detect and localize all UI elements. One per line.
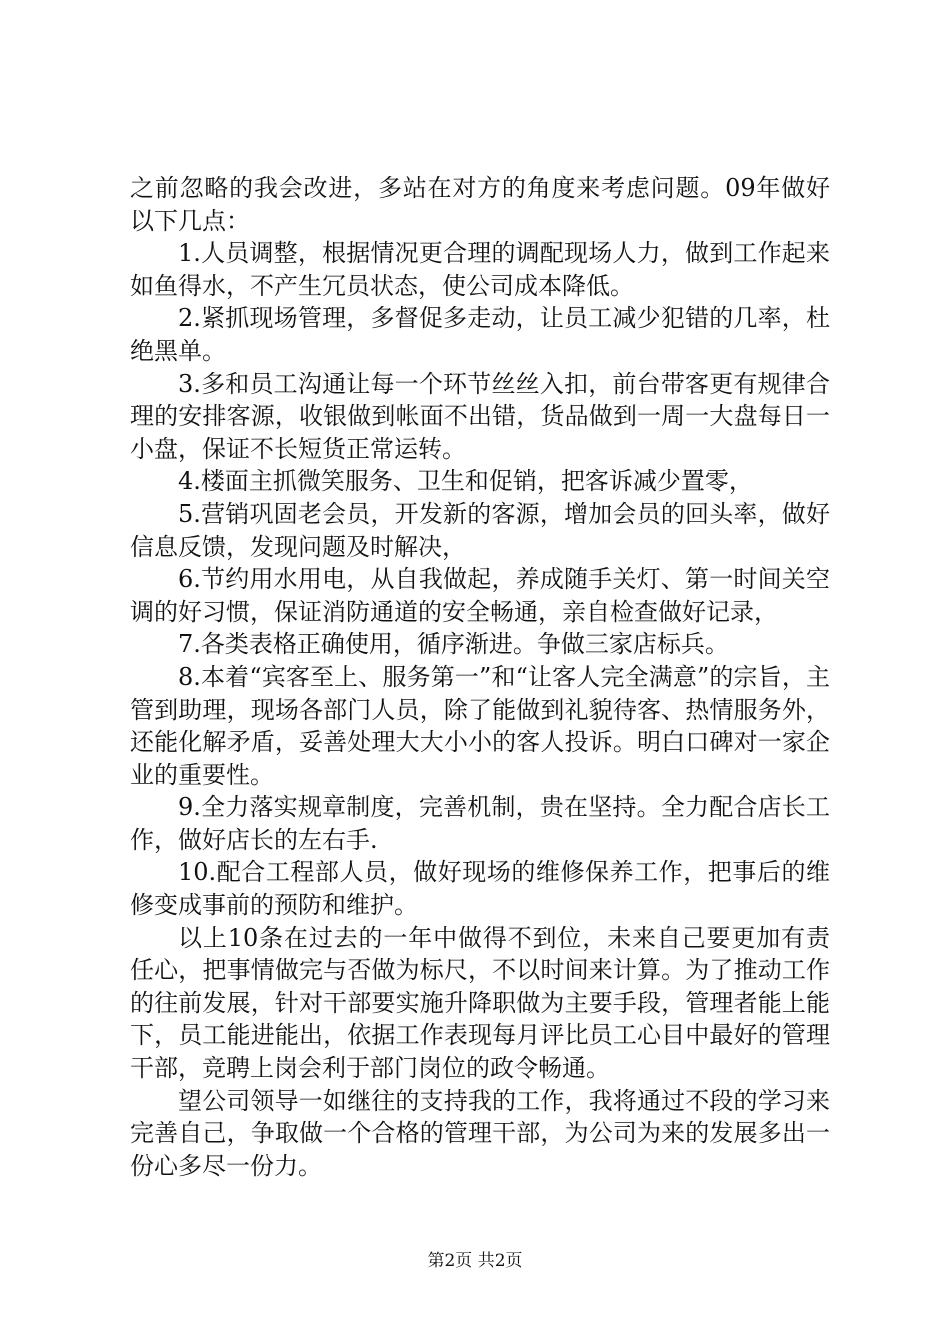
- list-item-9: 9.全力落实规章制度，完善机制，贵在坚持。全力配合店长工作，做好店长的左右手.: [130, 793, 830, 854]
- list-item-2: 2.紧抓现场管理，多督促多走动，让员工减少犯错的几率，杜绝黑单。: [130, 304, 830, 365]
- list-item-4: 4.楼面主抓微笑服务、卫生和促销，把客诉减少置零，: [178, 467, 753, 496]
- list-item-7: 7.各类表格正确使用，循序渐进。争做三家店标兵。: [178, 630, 729, 659]
- list-item-1: 1.人员调整，根据情况更合理的调配现场人力，做到工作起来如鱼得水，不产生冗员状态，使公司成本降低。: [130, 239, 830, 300]
- paragraph-summary: 以上10条在过去的一年中做得不到位，未来自己要更加有责任心，把事情做完与否做为标尺，不以时间来计算。为了推动工作的往前发展，针对干部要实施升降职做为主要手段，管理者能上能下，员工能进能出，依据工作表现每月评比员工心目中最好的管理干部，竞聘上岗会利于部门岗位的政令畅通。: [130, 923, 830, 1083]
- paragraph-closing: 望公司领导一如继往的支持我的工作，我将通过不段的学习来完善自己，争取做一个合格的管理干部，为公司为来的发展多出一份心多尽一份力。: [130, 1086, 830, 1180]
- list-item-5: 5.营销巩固老会员，开发新的客源，增加会员的回头率，做好信息反馈，发现问题及时解决，: [130, 499, 830, 561]
- paragraph-intro: 之前忽略的我会改进，多站在对方的角度来考虑问题。09年做好以下几点：: [130, 174, 830, 235]
- document-body: [130, 172, 830, 1182]
- list-item-3: 3.多和员工沟通让每一个环节丝丝入扣，前台带客更有规律合理的安排客源，收银做到帐面不出错，货品做到一周一大盘每日一小盘，保证不长短货正常运转。: [130, 369, 830, 463]
- list-item-10: 10.配合工程部人员，做好现场的维修保养工作，把事后的维修变成事前的预防和维护。: [130, 858, 830, 920]
- page-number: 第2页 共2页: [427, 1251, 523, 1271]
- list-item-8: 8.本着“宾客至上、服务第一”和“让客人完全满意”的宗旨，主管到助理，现场各部门人员，除了能做到礼貌待客、热情服务外，还能化解矛盾，妥善处理大大小小的客人投诉。明白口碑对一家企业的重要性。: [130, 662, 830, 789]
- list-item-6: 6.节约用水用电，从自我做起，养成随手关灯、第一时间关空调的好习惯，保证消防通道的安全畅通，亲自检查做好记录，: [130, 565, 830, 626]
